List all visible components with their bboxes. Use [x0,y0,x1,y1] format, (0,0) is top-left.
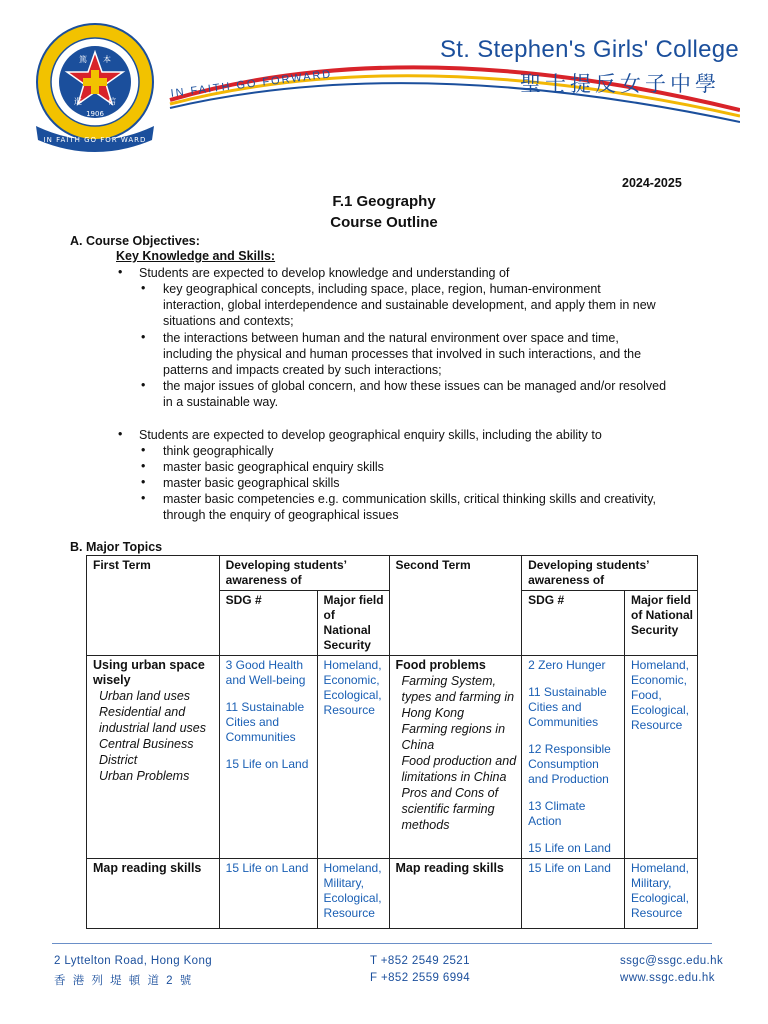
document-title-line2: Course Outline [330,214,438,231]
subtopic: Central Business District [99,737,194,767]
first-term-sdg-cell [219,859,317,929]
major-topics-table [86,555,698,929]
objective-sub-2-line1: the interactions between human and the natural environment over space and time, [163,331,619,345]
topic-title: Map reading skills [93,861,202,875]
bullet-dot: • [118,265,123,279]
bullet-dot: • [141,281,146,295]
sdg-item: 13 Climate Action [528,799,586,828]
sdg-item: 12 Responsible Consumption and Production [528,742,611,786]
document-title-line1: F.1 Geography [332,193,436,210]
objective-sub-1-line2: interaction, global interdependence and sustainable development, and apply them in new [163,298,656,312]
header-first-term: First Term [87,556,220,656]
skill-item-2: master basic geographical enquiry skills [163,460,384,474]
skill-item-1: think geographically [163,444,274,458]
crest-char-3: 進 [74,97,82,106]
bullet-dot: • [141,330,146,344]
subtopic: Residential and industrial land uses [99,705,207,735]
sdg-item: 11 Sustainable Cities and Communities [225,700,305,744]
crest-year: 1906 [86,110,104,118]
bullet-dot: • [141,443,146,457]
skill-item-4-line2: through the enquiry of geographical issues [163,508,399,522]
header-field-second: Major field of National Security [624,591,697,656]
bullet-dot: • [141,378,146,392]
school-crest-logo [30,22,160,154]
footer-address-chinese: 香 港 列 堤 頓 道 2 號 [54,975,194,987]
first-term-sdg-cell [219,656,317,859]
bullet-dot: • [141,459,146,473]
objective-sub-2-line3: patterns and impacts created by such interactions; [163,363,442,377]
header-second-term: Second Term [389,556,522,656]
second-term-topic-cell [389,859,522,929]
table-header-row [87,556,698,591]
bullet-dot: • [118,427,123,441]
crest-char-1: 篤 [79,55,87,64]
sdg-item: 15 Life on Land [528,861,611,875]
subtopic: Farming System, types and farming in Hong Kong [401,674,515,720]
crest-char-2: 本 [103,55,111,64]
bullet-dot: • [141,475,146,489]
sdg-item: 15 Life on Land [528,841,611,855]
objective-sub-1-line1: key geographical concepts, including space, place, region, human-environment [163,282,601,296]
footer-email-link[interactable]: ssgc@ssgc.edu.hk [620,955,724,967]
second-term-field-cell: Homeland, Economic, Food, Ecological, Resource [624,656,697,859]
crest-char-4: 信 [108,97,116,106]
objective-sub-3-line1: the major issues of global concern, and how these issues can be managed and/or resolved [163,379,667,393]
header-developing-second: Developing students’ awareness of [522,556,698,591]
footer-fax: F +852 2559 6994 [370,972,471,984]
objective-sub-3-line2: in a sustainable way. [163,395,279,409]
topic-title: Food problems [395,658,486,672]
first-term-field-cell: Homeland, Military, Ecological, Resource [317,859,389,929]
footer-telephone: T +852 2549 2521 [370,955,470,967]
first-term-topic-cell [87,656,220,859]
subtopic: Urban Problems [99,769,190,783]
table-row [87,859,698,929]
objective-sub-2-line2: including the physical and human processes that involved in such interactions, and the [163,347,642,361]
crest-scroll-text: IN FAITH GO FOR WARD [43,136,147,144]
first-term-field-cell: Homeland, Economic, Ecological, Resource [317,656,389,859]
skill-item-3: master basic geographical skills [163,476,340,490]
second-term-topic-cell [389,656,522,859]
subtopic: Pros and Cons of scientific farming methods [401,786,499,832]
school-name-chinese: 聖士提反女子中學 [520,73,720,96]
bullet-dot: • [141,491,146,505]
sdg-item: 3 Good Health and Well-being [225,658,306,687]
footer-address-english: 2 Lyttelton Road, Hong Kong [54,955,213,967]
section-a-heading: A. Course Objectives: [70,234,200,248]
subtopic: Urban land uses [99,689,191,703]
key-knowledge-subheading: Key Knowledge and Skills: [116,249,276,263]
objective-bullet-1: Students are expected to develop knowledge and understanding of [139,266,510,280]
sdg-item: 15 Life on Land [225,757,309,771]
header-sdg-second: SDG # [522,591,625,656]
second-term-sdg-cell [522,859,625,929]
subtopic: Farming regions in China [401,722,506,752]
second-term-field-cell: Homeland, Military, Ecological, Resource [624,859,697,929]
header-field-first: Major field of National Security [317,591,389,656]
subtopic: Food production and limitations in China [401,754,517,784]
section-b-heading: B. Major Topics [70,540,163,554]
objective-sub-1-line3: situations and contexts; [163,314,294,328]
skill-item-4-line1: master basic competencies e.g. communication skills, critical thinking skills and creativity, [163,492,657,506]
objective-bullet-2: Students are expected to develop geographical enquiry skills, including the ability to [139,428,602,442]
school-name-english: St. Stephen's Girls' College [440,36,740,63]
motto-banner-text: IN FAITH GO FORWARD [170,68,333,100]
second-term-sdg-cell [522,656,625,859]
sdg-item: 11 Sustainable Cities and Communities [528,685,607,729]
footer-website-link[interactable]: www.ssgc.edu.hk [620,972,715,984]
first-term-topic-cell [87,859,220,929]
header-developing-first: Developing students’ awareness of [219,556,389,591]
sdg-item: 15 Life on Land [225,861,309,875]
footer-divider [52,943,712,944]
topic-title: Map reading skills [395,861,504,875]
topic-title: Using urban space wisely [93,658,205,687]
header-sdg-first: SDG # [219,591,317,656]
table-row [87,656,698,859]
sdg-item: 2 Zero Hunger [528,658,606,672]
academic-year: 2024-2025 [622,176,682,190]
